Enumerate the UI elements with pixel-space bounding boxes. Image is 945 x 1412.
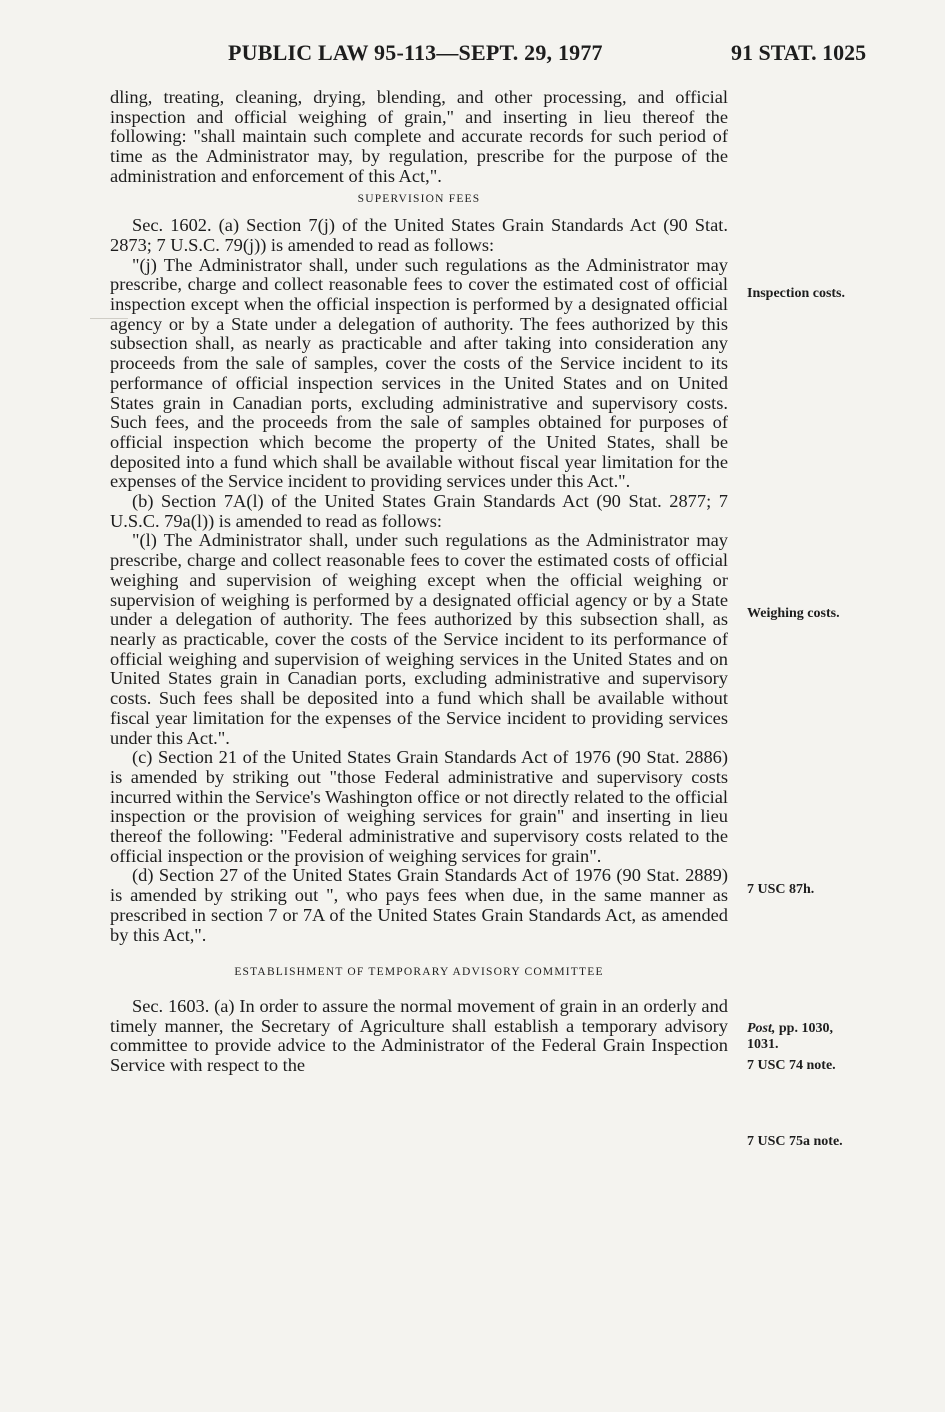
margin-note-weighing-costs: Weighing costs. [747, 606, 840, 621]
paragraph-sec-1602-d: (d) Section 27 of the United States Grain Standards Act of 1976 (90 Stat. 2889) is amended by striking out ", who pays fees when due, in the same manner as prescribed in section 7 or 7A of the United States Grain Standards Act, as amended by this Act,". [110, 865, 728, 945]
section-heading-supervision-fees: SUPERVISION FEES [357, 192, 481, 205]
paragraph-subsection-j: "(j) The Administrator shall, under such regulations as the Administrator may prescribe, charge and collect reasonable fees to cover the estimated cost of official inspection except when the official inspection is performed by a designated official agency or by a State under a delegation of authority. The fees authorized by this subsection shall, as nearly as practicable and after taking into consideration any proceeds from the sale of samples, cover the costs of the Service incident to its performance of official inspection services in the United States and on United States grain in Canadian ports, excluding administrative and supervisory costs. Such fees, and the proceeds from the sale of samples obtained for purposes of official inspection which become the property of the United States, shall be deposited into a fund which shall be available without fiscal year limitation for the expenses of the Service incident to providing services under this Act.". [110, 254, 728, 492]
paragraph-sec-1602-a: Sec. 1602. (a) Section 7(j) of the United States Grain Standards Act (90 Stat. 2873; 7 U.S.C. 79(j)) is amended to read as follows: [110, 215, 728, 255]
margin-note-post-pages [747, 1021, 867, 1053]
margin-note-inspection-costs: Inspection costs. [747, 286, 846, 301]
running-header-title: PUBLIC LAW 95-113—SEPT. 29, 1977 [228, 40, 603, 65]
page-citation: 91 STAT. 1025 [731, 40, 867, 65]
margin-note-7-usc-75a-note: 7 USC 75a note. [747, 1134, 843, 1149]
statute-body [110, 88, 728, 1076]
margin-note-post-pages-text: pp. 1030, 1031. [747, 1021, 833, 1052]
section-heading-advisory-committee: ESTABLISHMENT OF TEMPORARY ADVISORY COMMITTEE [234, 966, 604, 979]
paragraph-sec-1602-b: (b) Section 7A(l) of the United States Grain Standards Act (90 Stat. 2877; 7 U.S.C. 79a(l)) is amended to read as follows: [110, 491, 728, 531]
paragraph-sec-1603-a: Sec. 1603. (a) In order to assure the normal movement of grain in an orderly and timely manner, the Secretary of Agriculture shall establish a temporary advisory committee to provide advice to the Administrator of the Federal Grain Inspection Service with respect to the [110, 995, 728, 1076]
paragraph-continuation: dling, treating, cleaning, drying, blending, and other processing, and official inspection and official weighing of grain," and inserting in lieu thereof the following: "shall maintain such complete and accurate records for such period of time as the Administrator may, by regulation, prescribe for the purpose of the administration and enforcement of this Act,". [110, 87, 728, 186]
margin-note-post-label: Post, [747, 1021, 776, 1036]
paragraph-sec-1602-c: (c) Section 21 of the United States Grain Standards Act of 1976 (90 Stat. 2886) is amended by striking out "those Federal administrative and supervisory costs incurred within the Service's Washington office or not directly related to the official inspection or the provision of weighing services for grain" and inserting in lieu thereof the following: "Federal administrative and supervisory costs related to the official inspection or the provision of weighing services for grain". [110, 747, 728, 866]
show-through-note [812, 92, 815, 107]
margin-note-7-usc-87h: 7 USC 87h. [747, 882, 815, 897]
margin-note-7-usc-74-note: 7 USC 74 note. [747, 1058, 836, 1073]
paragraph-subsection-l: "(l) The Administrator shall, under such regulations as the Administrator may prescribe, charge and collect reasonable fees to cover the estimated costs of official weighing and supervision of weighing except when the official weighing or supervision of weighing is performed by a designated official agency or by a State under a delegation of authority. The fees authorized by this subsection shall, as nearly as practicable, cover the costs of the Service incident to its performance of official weighing and supervision of weighing services in the United States and on United States grain in Canadian ports, excluding administrative and supervisory costs. Such fees shall be deposited into a fund which shall be available without fiscal year limitation for the expenses of the Service incident to providing services under this Act.". [110, 530, 728, 748]
